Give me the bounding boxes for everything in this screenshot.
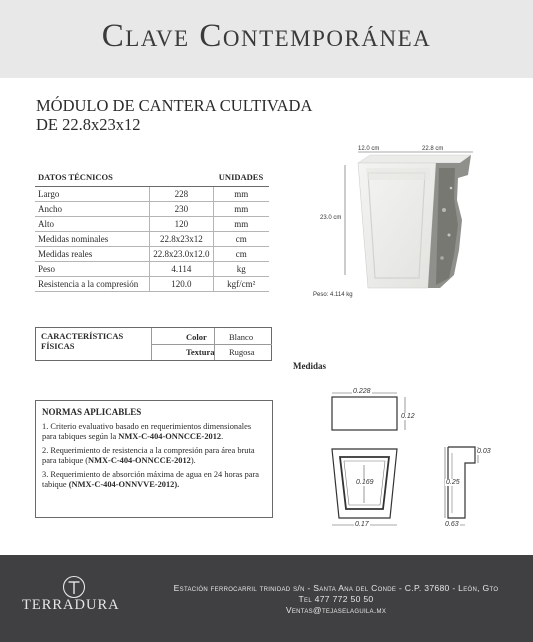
norma-item-1-text: 1. Criterio evaluativo basado en requerimientos dimensionales para tabiques según la — [42, 421, 252, 441]
norma-item-2: 2. Requerimiento de resistencia a la compresión para área bruta para tabique (NMX-C-404-ONNCCE-2012). — [42, 445, 255, 465]
norma-item-1: 1. Criterio evaluativo basado en requerimientos dimensionales para tabiques según la NMX-C-404-ONNCCE-2012. — [42, 421, 252, 441]
divider — [151, 344, 272, 345]
stone-top-face — [358, 155, 471, 163]
row-unit: mm — [213, 201, 269, 216]
row-label: Ancho — [35, 201, 150, 216]
dim-front-bottom: 0.17 — [355, 521, 369, 528]
color-label: Color — [186, 332, 207, 342]
row-value: 22.8x23x12 — [150, 231, 213, 246]
norma-item-3 — [42, 470, 266, 491]
photo-weight: Peso: 4.114 kg — [313, 292, 353, 298]
stone-texture-dot — [448, 234, 451, 237]
normas-box — [35, 400, 273, 518]
footer-contact — [156, 583, 516, 616]
norma-item-2-text: 2. Requerimiento de resistencia a la compresión para área bruta para tabique ( — [42, 445, 255, 465]
row-label: Largo — [35, 186, 150, 201]
norma-item-3-text: 3. Requerimiento de absorción máxima de agua en 24 horas para tabique — [42, 469, 259, 489]
row-label: Medidas reales — [35, 246, 150, 261]
header-blank — [150, 168, 213, 186]
photo-dim-width-right: 22.8 cm — [422, 146, 444, 152]
color-value: Blanco — [229, 332, 254, 342]
row-label: Medidas nominales — [35, 231, 150, 246]
stone-texture-dot — [442, 208, 446, 212]
table-row — [35, 216, 269, 231]
row-value: 228 — [150, 186, 213, 201]
stone-texture-dot — [450, 187, 453, 190]
header-unidades: UNIDADES — [213, 168, 269, 186]
dim-top-height: 0.12 — [401, 413, 415, 420]
header-banner — [0, 0, 533, 78]
header-datos: DATOS TÉCNICOS — [35, 168, 150, 186]
stone-texture-dot — [440, 256, 444, 260]
footer-address: Estación ferrocarril trinidad s/n - Santa Ana del Conde - C.P. 37680 - León, Gto — [173, 583, 499, 593]
photo-dim-width-left: 12.0 cm — [358, 146, 380, 152]
technical-drawing — [320, 385, 500, 533]
photo-dim-height: 23.0 cm — [320, 215, 342, 221]
table-row — [35, 261, 269, 276]
table-row — [35, 186, 269, 201]
dim-front-inner: 0.169 — [356, 479, 374, 486]
brand-name: TERRADURA — [22, 597, 120, 613]
row-value: 120.0 — [150, 276, 213, 291]
table-header-row — [35, 168, 269, 186]
row-value: 4.114 — [150, 261, 213, 276]
table-row — [35, 231, 269, 246]
characteristics-title: CARACTERÍSTICAS FÍSICAS — [41, 331, 124, 351]
dim-top-width: 0.228 — [353, 388, 371, 395]
row-unit: kgf/cm² — [213, 276, 269, 291]
product-title-line1: MÓDULO DE CANTERA CULTIVADA — [36, 96, 313, 115]
row-unit: kg — [213, 261, 269, 276]
dim-side-height: 0.25 — [446, 479, 460, 486]
texture-label: Textura — [186, 347, 215, 357]
terradura-logo-icon — [62, 575, 86, 599]
page-title: Clave Contemporánea — [101, 18, 432, 54]
norma-item-2-code: NMX-C-404-ONNCCE-2012 — [88, 456, 191, 465]
norma-item-3-code: (NMX-C-404-ONNVVE-2012). — [68, 480, 180, 489]
texture-value: Rugosa — [229, 347, 255, 357]
dim-side-bottom: 0.63 — [445, 521, 459, 528]
tech-data-table — [35, 168, 269, 292]
row-unit: mm — [213, 216, 269, 231]
norma-item-1-code: NMX-C-404-ONNCCE-2012 — [118, 432, 222, 441]
normas-title: NORMAS APLICABLES — [42, 407, 142, 417]
top-view-rect — [332, 397, 397, 430]
row-label: Alto — [35, 216, 150, 231]
row-value: 230 — [150, 201, 213, 216]
row-unit: cm — [213, 231, 269, 246]
row-label: Resistencia a la compresión — [35, 276, 150, 291]
row-value: 120 — [150, 216, 213, 231]
product-title-line2: DE 22.8x23x12 — [36, 115, 141, 134]
table-row — [35, 201, 269, 216]
footer-email[interactable]: Ventas@tejaselaguila.mx — [285, 605, 387, 615]
row-unit: cm — [213, 246, 269, 261]
row-value: 22.8x23.0x12.0 — [150, 246, 213, 261]
product-photo — [318, 140, 478, 290]
table-row — [35, 276, 269, 291]
dim-side-small: 0.03 — [477, 448, 491, 455]
medidas-title: Medidas — [293, 361, 327, 371]
table-row — [35, 246, 269, 261]
product-title — [36, 96, 312, 134]
stone-ledge — [366, 168, 430, 180]
characteristics-box — [35, 327, 272, 361]
row-label: Peso — [35, 261, 150, 276]
footer-phone: Tel 477 772 50 50 — [298, 594, 374, 604]
row-unit: mm — [213, 186, 269, 201]
